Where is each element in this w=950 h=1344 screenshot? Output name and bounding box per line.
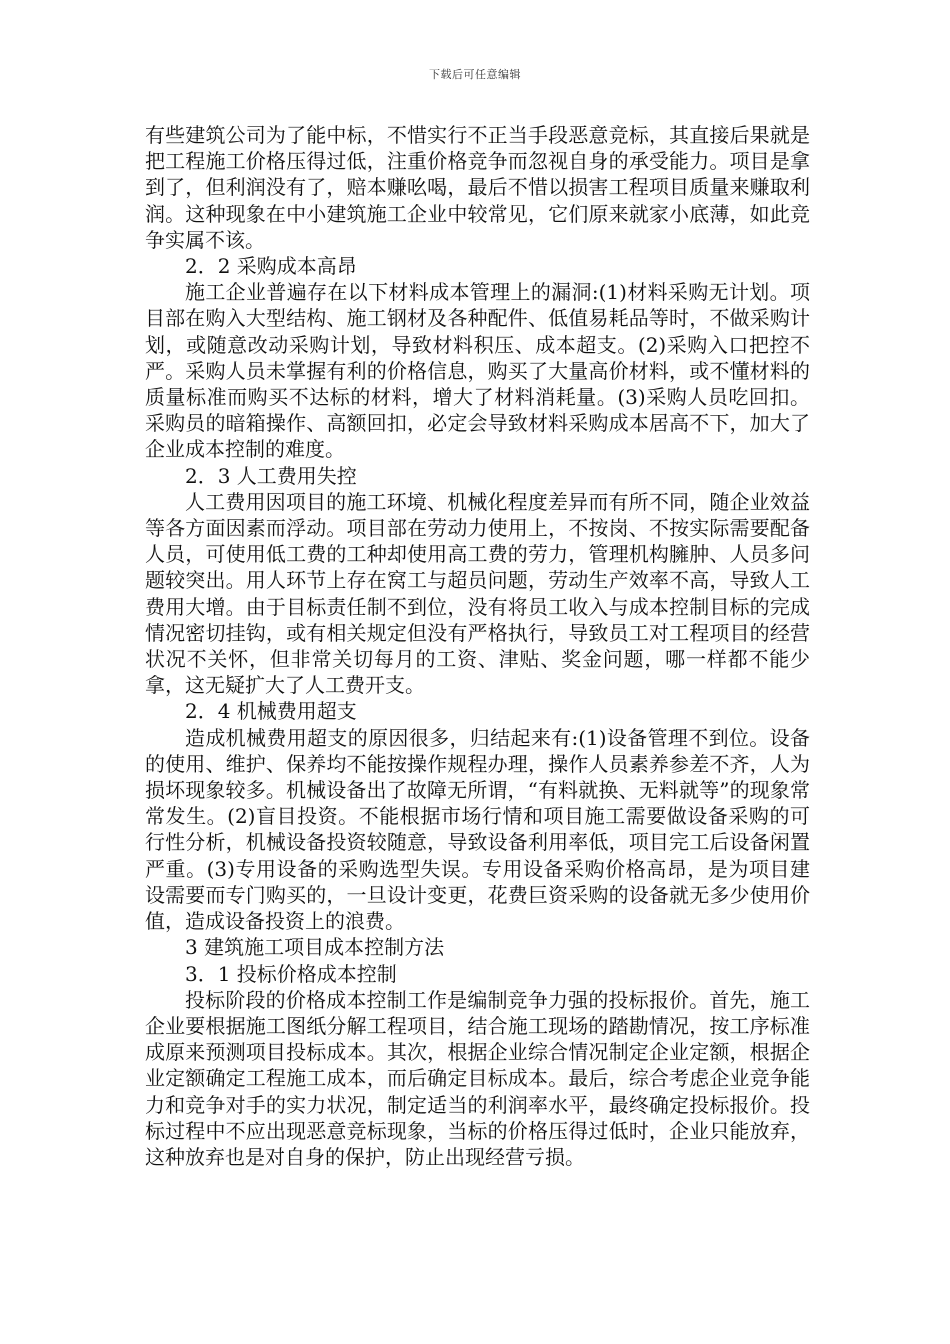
section-heading-3: 3 建筑施工项目成本控制方法 <box>185 935 445 960</box>
section-heading-2-4: 2．4 机械费用超支 <box>185 699 357 724</box>
paragraph-2-4: 造成机械费用超支的原因很多，归结起来有:(1)设备管理不到位。设备的使用、维护、保养均不能按操作规程办理，操作人员素养参差不齐，人为损坏现象较多。机械设备出了故障无所谓，“有料就换、无料就等”的现象常常发生。(2)盲目投资。不能根据市场行情和项目施工需要做设备采购的可行性分析，机械设备投资较随意，导致设备利用率低，项目完工后设备闲置严重。(3)专用设备的采购选型失误。专用设备采购价格高昂，是为项目建设需要而专门购买的，一旦设计变更，花费巨资采购的设备就无多少使用价值，造成设备投资上的浪费。 <box>145 725 810 934</box>
section-heading-2-2: 2．2 采购成本高昂 <box>185 254 357 279</box>
paragraph-3-1: 投标阶段的价格成本控制工作是编制竞争力强的投标报价。首先，施工企业要根据施工图纸分解工程项目，结合施工现场的踏勘情况，按工序标准成原来预测项目投标成本。其次，根据企业综合情况制定企业定额，根据企业定额确定工程施工成本，而后确定目标成本。最后，综合考虑企业竞争能力和竞争对手的实力状况，制定适当的利润率水平，最终确定投标报价。投标过程中不应出现恶意竞标现象，当标的价格压得过低时，企业只能放弃，这种放弃也是对自身的保护，防止出现经营亏损。 <box>145 987 810 1169</box>
section-heading-3-1: 3．1 投标价格成本控制 <box>185 961 397 986</box>
paragraph-2-2: 施工企业普遍存在以下材料成本管理上的漏洞:(1)材料采购无计划。项目部在购入大型结构、施工钢材及各种配件、低值易耗品等时，不做采购计划，或随意改动采购计划，导致材料积压、成本超支。(2)采购入口把控不严。采购人员未掌握有利的价格信息，购买了大量高价材料，或不懂材料的质量标准而购买不达标的材料，增大了材料消耗量。(3)采购人员吃回扣。采购员的暗箱操作、高额回扣，必定会导致材料采购成本居高不下，加大了企业成本控制的难度。 <box>145 280 810 462</box>
document-body <box>145 122 810 1170</box>
header-note: 下载后可任意编辑 <box>429 68 521 81</box>
paragraph-intro: 有些建筑公司为了能中标，不惜实行不正当手段恶意竞标，其直接后果就是把工程施工价格压得过低，注重价格竞争而忽视自身的承受能力。项目是拿到了，但利润没有了，赔本赚吆喝，最后不惜以损害工程项目质量来赚取利润。这种现象在中小建筑施工企业中较常见，它们原来就家小底薄，如此竞争实属不该。 <box>145 123 810 252</box>
section-heading-2-3: 2．3 人工费用失控 <box>185 463 357 488</box>
paragraph-2-3: 人工费用因项目的施工环境、机械化程度差异而有所不同，随企业效益等各方面因素而浮动。项目部在劳动力使用上，不按岗、不按实际需要配备人员，可使用低工费的工种却使用高工费的劳力，管理机构臃肿、人员多问题较突出。用人环节上存在窝工与超员问题，劳动生产效率不高，导致人工费用大增。由于目标责任制不到位，没有将员工收入与成本控制目标的完成情况密切挂钩，或有相关规定但没有严格执行，导致员工对工程项目的经营状况不关怀，但非常关切每月的工资、津贴、奖金问题，哪一样都不能少拿，这无疑扩大了人工费开支。 <box>145 489 810 698</box>
